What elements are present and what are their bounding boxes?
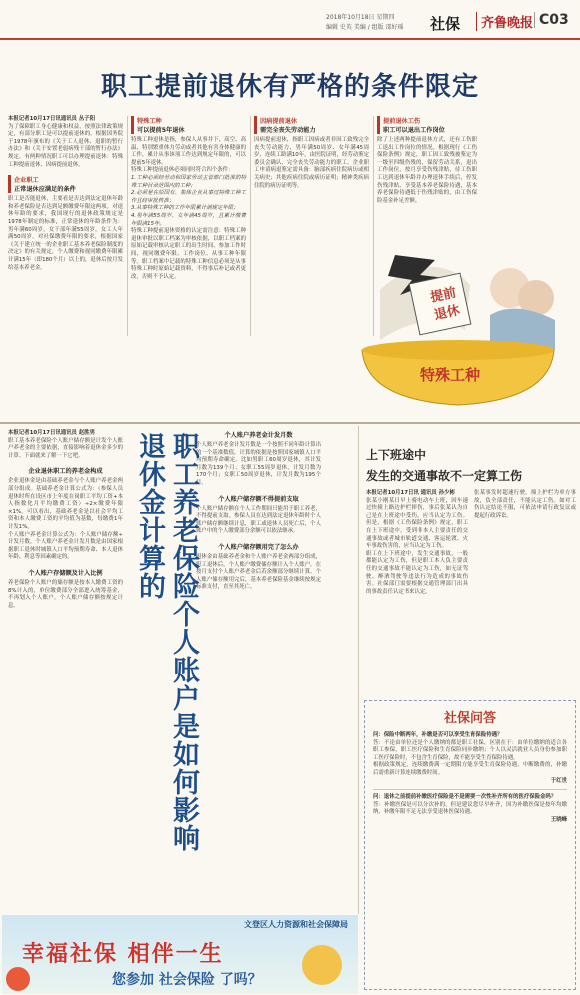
article1-heading1: 企业职工 正常退休应满足的条件	[8, 175, 123, 193]
issue-date: 2018年10月18日 星期四	[326, 14, 395, 21]
article2-heading5: 个人账户储存额用完了怎么办	[218, 543, 299, 551]
article1-cond1: 1.工种必须经劳动和国家劳动主管部门批准的特殊工种目录范围内的工种；	[131, 174, 246, 189]
page-headline: 职工提前退休有严格的条件限定	[100, 72, 479, 102]
article1-para1: 职工是否能退休，主要看是否达到法定退休年龄和养老保险是否达到足额缴费年限这两项。对退休年龄的要求，我国现行的退休政策规定是1978年制定的标准，正常退休的年龄条件为：男年满60周岁，女干部年满55周岁，女工人年满50周岁。对社保缴费年限的要求，根据国家《关于建立统一的企业职工基本养老保险制度的决定》的有关规定，个人缴费和视同缴费年限累计满15年（即180个月）以上的，退休后按月发给基本养老金。	[8, 196, 123, 271]
article1-para3: 特殊工种提前退休必须同时符合四个条件：	[131, 167, 234, 174]
article1-para2: 特殊工种退休是指，参保人从事井下、高空、高温、特别繁重体力劳动或者其他有害身体健康的工作，累计从事该项工作达到规定年限的，可以提前5年退休。	[131, 137, 246, 166]
article1-heading2: 特殊工种 可以提前5年退休	[131, 116, 246, 134]
qa-answer1: 答：不论由单位还是个人缴纳的都是职工社保，区别在于：由单位缴纳的适合各职工参保，职工医疗保险和生育保险同步缴纳；个人以灵活就业人员身份参加职工医疗保险时，不包含生育保险，故不能享受生育保险待遇。	[373, 739, 567, 761]
article2-heading4: 个人账户储存额不得提前支取	[218, 495, 299, 503]
article3-col1	[366, 490, 468, 596]
article2-byline: 本报记者10月17日讯通讯员 赵胜男	[8, 430, 95, 436]
qa-signature1: 于红世	[550, 777, 567, 784]
section-name: 社保	[430, 15, 461, 33]
qa-question1: 问：保险中断两年，补缴是否可以享受生育保险待遇？	[373, 732, 503, 738]
qa-content	[365, 726, 575, 825]
article3-para3: 张某事发时超速行驶，撞上护栏为单方事故，负全部责任，不能认定工伤。如对工伤认定结论不服，可依法申请行政复议或提起行政诉讼。	[474, 490, 576, 519]
article1-col1	[8, 116, 123, 272]
article2-para4: 个人账户养老金计发月数是一个按照不同年龄计算出的一个基准数值，计算的依据是按照国家城镇人口平均预期寿命确定。比如男职工60周岁退休，其计发月数为139个月；女职工55周岁退休，计发月数为170个月；女职工50周岁退休，计发月数为195个月。	[196, 442, 321, 486]
qa-title: 社保问答	[443, 711, 496, 726]
article2-para3: 养老保险个人账户的储存额是按本人缴费工资的8%计入的，单位缴费部分全部进入统筹基金，不再划入个人账户。个人账户储存额按规定计息。	[8, 579, 123, 609]
qa-signature2: 王晓峰	[550, 816, 567, 823]
article2-lead: 职工基本养老保险个人账户储存额是计发个人账户养老金的主要依据，直接影响着退休金多少的计算。下面就来了解一下它吧。	[8, 437, 123, 459]
article2-vertical-title: 职工养老保险个人账户是如何影响退休金计算的	[134, 432, 199, 852]
editors-line: 编辑 史英 美编 / 组版 邵好瑶	[326, 24, 404, 31]
qa-answer1b: 根据政策规定，连续缴费满一定期限方能享受生育保险待遇，中断缴费的，补缴后需重新计算连续缴费时间。	[373, 762, 567, 776]
mascot-icon	[302, 945, 342, 985]
qa-box	[364, 700, 576, 990]
article2-para2: 个人账户养老金计算公式为：个人账户储存额÷计发月数。个人账户养老金计发月数是由国家根据职工退休时城镇人口平均预期寿命、本人退休年龄、利息等因素确定的。	[8, 531, 123, 561]
article1-byline: 本报记者10月17日讯通讯员 丛子阳	[8, 116, 95, 122]
article1-para6: 除了上述两种提前退休方式，还有工伤职工退出工作岗位的情况。根据现行《工伤保险条例》规定，职工因工致残被鉴定为一级至四级伤残的，保留劳动关系，退出工作岗位，按月享受伤残津贴，待工伤职工达到退休年龄并办理退休手续后，停发伤残津贴，享受基本养老保险待遇，基本养老保险待遇低于伤残津贴的，由工伤保险基金补足差额。	[377, 137, 477, 204]
article1-heading4: 提前退休工伤 职工可以退出工作岗位	[377, 116, 477, 134]
article1-col4	[377, 116, 477, 205]
article3-byline: 本报记者10月17日讯 通讯员 孙少彬	[366, 490, 455, 496]
article3-para2: 职工在上下班途中，发生交通事故，一般都能认定为工伤，但是职工本人负主要责任的交通事故不能认定为工伤，如无证驾驶、醉酒驾驶等违法行为造成的事故伤害。社保部门需要根据交通管理部门出具的事故责任认定书来认定。	[366, 550, 468, 595]
article2-heading2: 个人账户存储额及计入比例	[28, 569, 103, 577]
article3-title2: 发生的交通事故不一定算工伤	[366, 469, 523, 483]
article1-heading3: 因病提前退休 需完全丧失劳动能力	[254, 116, 369, 134]
article1-cond4: 4.男年满55周岁、女年满45周岁，且累计缴费年限满15年。	[131, 212, 246, 227]
illustration	[340, 200, 576, 418]
qa-question2: 问：退休之前提前补缴医疗保险是不是需要一次性补齐所有的医疗保险金吗？	[373, 794, 557, 801]
page-number: C03	[534, 12, 569, 28]
banner-slogan: 幸福社保 相伴一生	[22, 941, 224, 967]
col-divider	[358, 426, 359, 914]
sign-text-1: 提前	[429, 285, 458, 306]
article3	[366, 446, 576, 596]
article2-heading3: 个人账户养老金计发月数	[224, 432, 293, 439]
article2-para5: 个人账户储存额在个人工作期间只能用于职工养老，不得提前支取。参保人员在达到法定退休年龄时个人账户储存额继续计息，职工或退休人员死亡后，个人账户中的个人缴费部分余额可以依法继承。	[196, 505, 321, 535]
article1-para4: 特殊工种提前退休资格的认定需注意：特殊工种退休审批以职工档案为审核依据，以职工档案的原始记载审核认定职工的出生时间、参加工作时间，视同缴费年限、工作岗位、从事工种年限等。职工档案中记载的特殊工种信息必须是从事特殊工种时原始记载资料，不得事后补记或者更改，否则不予认定。	[131, 228, 246, 280]
article1-cond3: 3.从事特殊工种的工作年限累计满规定年限；	[131, 205, 239, 212]
article1-col2	[131, 116, 246, 281]
sign-text-2: 退休	[432, 303, 462, 324]
retirement-illustration	[340, 200, 576, 418]
col-divider	[250, 116, 251, 336]
article2-col2	[196, 430, 321, 592]
article2-col1	[8, 430, 123, 610]
article1-para5: 因病提前退休，指职工因病或者非因工致残完全丧失劳动能力，男年满50周岁、女年满45周岁，连续工龄满10年，由医院证明，经劳动鉴定委员会确认，完全丧失劳动能力的职工。企业职工申请病退鉴定需具备：脑部疾病住院病历或相关病史；其他疾病住院或病历证明；精神类疾病住院的病历证明等。	[254, 137, 369, 189]
col-divider	[127, 116, 128, 336]
article3-title1: 上下班途中	[366, 448, 427, 462]
section-rule	[0, 422, 580, 424]
bowl-text: 特殊工种	[420, 366, 481, 384]
banner-tagline: 您参加 社会保险 了吗？	[112, 972, 262, 988]
character-icon	[6, 967, 30, 991]
article3-columns	[366, 490, 576, 596]
article3-para1: 张某小刚某日早上骑电动车上班，因车速过快撞上路边护栏摔伤，事后张某认为自己是在上班途中受伤，应当认定为工伤。但是，根据《工伤保险条例》规定，职工在上下班途中，受到非本人主要责任的交通事故或者城市轨道交通、客运轮渡、火车事故伤害的，应当认定为工伤。	[366, 497, 468, 550]
newspaper-logo: 齐鲁晚报	[476, 12, 533, 31]
article2-heading1: 企业退休职工的养老金构成	[28, 468, 103, 476]
article2-para6: 退休金由基础养老金和个人账户养老金两部分组成，职工退休后，个人账户缴费储存额计入个人账户，在按月支付个人账户养老金后若余额部分继续计算，个人账户储存额用完后，基本养老保险基金继续按规定标准支付，直至其死亡。	[196, 553, 321, 591]
ad-banner	[2, 915, 358, 994]
article2-para1: 企业退休金是由基础养老金与个人账户养老金两部分组成。基础养老金计算公式为：（参保人员退休时所在设区市上年度在岗职工平均工资+本人指数化月平均缴费工资）÷2×缴费年限×1%。可以看出，基础养老金是以社会平均工资和本人缴费工资的平均值为基数，每缴费1年计发1%。	[8, 478, 123, 530]
article1-col3	[254, 116, 369, 190]
banner-org: 文登区人力资源和社会保障局	[244, 920, 348, 929]
page-header	[0, 0, 580, 40]
header-rule	[0, 38, 580, 40]
qa-answer2: 答：补缴医保是可以分次补的，但是建议您尽早补齐，因为补缴医保是按年均缴纳，补缴年限不足无法享受退休医保待遇。	[373, 801, 567, 816]
qa-divider	[373, 789, 567, 790]
article1-lead: 为了保障职工身心健康和权益，按照法律政策规定，有部分职工是可以提前退休的。根据国务院于1978年颁布的《关于工人退休、退职的暂行办法》和《关于安置老弱病残干部的暂行办法》规定，有两种情况职工可以办理提前退休：特殊工种提前退休、因病提前退休。	[8, 123, 123, 168]
article1-cond2: 2.必须是在原国有、集体企业从事过特殊工种工作且经审批核准；	[131, 190, 246, 204]
article3-col2	[474, 490, 576, 596]
